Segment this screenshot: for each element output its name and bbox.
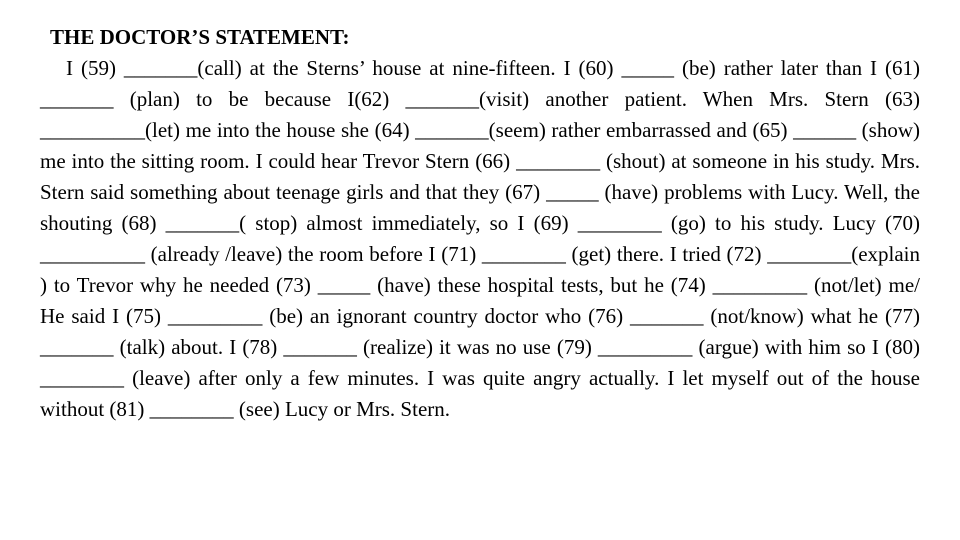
slide-content [40,22,920,425]
document-title: THE DOCTOR’S STATEMENT: [50,25,350,49]
exercise-paragraph: I (59) _______(call) at the Sterns’ house at nine-fifteen. I (60) _____ (be) rather later than I (61) _______ (plan) to be because I(62) _______(visit) another patient. When Mrs. Stern (63) __________(let) me into the house she (64) _______(seem) rather embarrassed and (65) ______ (show) me into the sitting room. I could hear Trevor Stern (66) ________ (shout) at someone in his study. Mrs. Stern said something about teenage girls and that they (67) _____ (have) problems with Lucy. Well, the shouting (68) _______( stop) almost immediately, so I (69) ________ (go) to his study. Lucy (70) __________ (already /leave) the room before I (71) ________ (get) there. I tried (72) ________(explain ) to Trevor why he needed (73) _____ (have) these hospital tests, but he (74) _________ (not/let) me/ He said I (75) _________ (be) an ignorant country doctor who (76) _______ (not/know) what he (77) _______ (talk) about. I (78) _______ (realize) it was no use (79) _________ (argue) with him so I (80) ________ (leave) after only a few minutes. I was quite angry actually. I let myself out of the house without (81) ________ (see) Lucy or Mrs. Stern. [40,56,920,421]
